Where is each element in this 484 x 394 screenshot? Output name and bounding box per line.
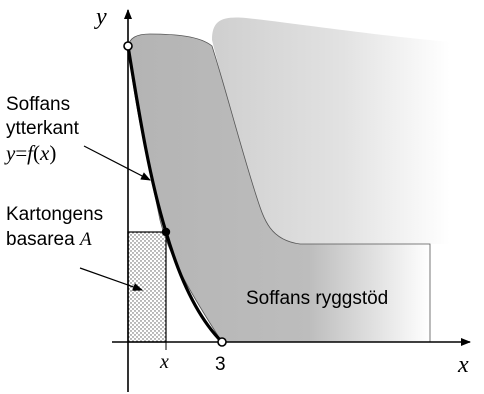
- curve-arrow: [84, 146, 150, 180]
- function-label-f: f: [27, 141, 34, 165]
- outer-edge-label-line1: Soffans: [6, 94, 71, 115]
- box-label-line2: [6, 229, 92, 250]
- tick-label-x: x: [160, 351, 169, 373]
- function-label-eq: =: [15, 141, 28, 165]
- box-label-var: A: [79, 229, 92, 250]
- tick-label-3: 3: [215, 354, 226, 375]
- point-on-curve: [162, 228, 170, 236]
- backrest-label: Soffans ryggstöd: [246, 288, 389, 309]
- function-label-close: ): [49, 141, 57, 165]
- function-label: [4, 141, 56, 165]
- box-label-line1: Kartongens: [6, 204, 104, 225]
- point-y-intercept: [124, 42, 132, 50]
- function-label-y: y: [6, 141, 16, 165]
- function-label-x: x: [40, 141, 50, 165]
- y-axis-label: y: [96, 4, 107, 30]
- box-label-text: basarea: [6, 229, 80, 250]
- x-axis-label: x: [458, 352, 469, 378]
- function-label-open: (: [33, 141, 41, 165]
- point-x-intercept: [218, 338, 226, 346]
- outer-edge-label-line2: ytterkant: [6, 118, 79, 139]
